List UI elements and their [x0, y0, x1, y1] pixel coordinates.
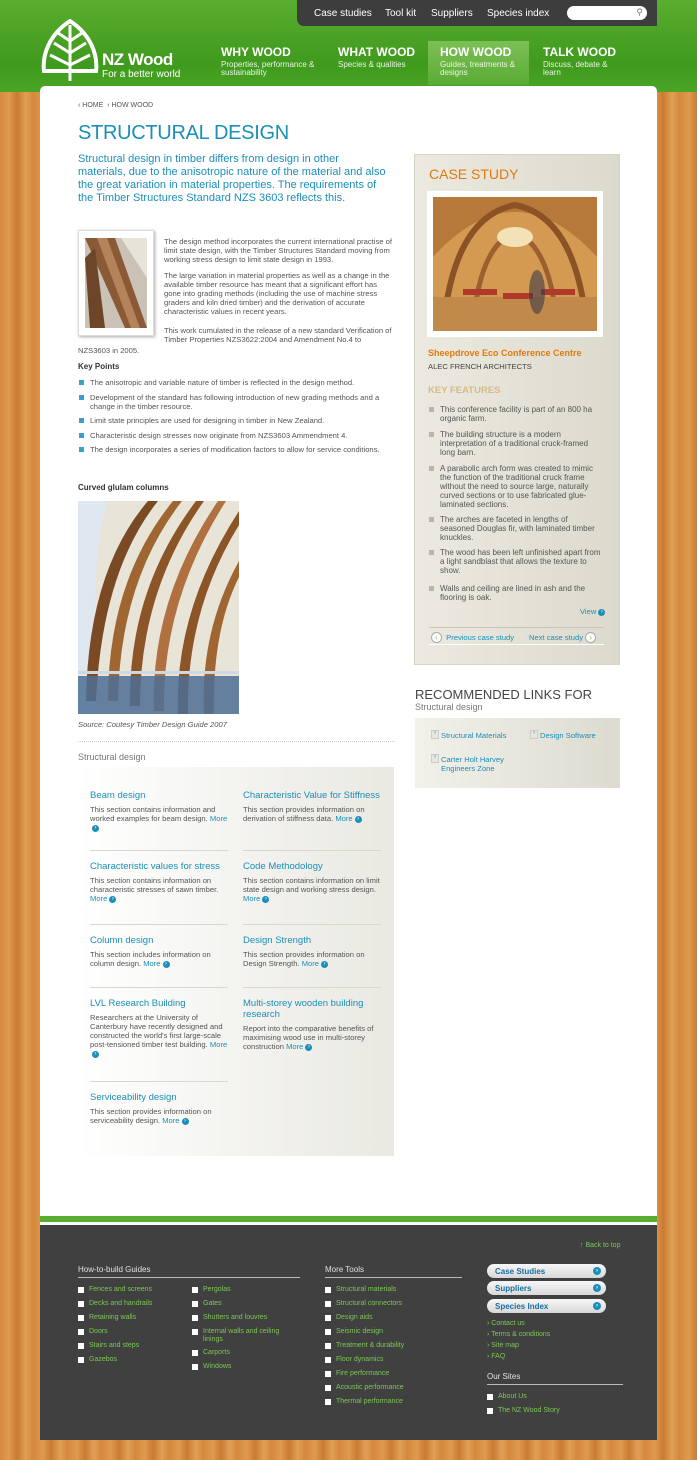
- search-input[interactable]: [567, 6, 647, 20]
- topic-card: [90, 1092, 230, 1125]
- next-case-study-link[interactable]: Next case study ›: [529, 632, 596, 643]
- footer-link[interactable]: Design aids: [325, 1314, 373, 1321]
- thumbnail-image: [85, 238, 147, 328]
- more-link[interactable]: More ›: [143, 959, 169, 968]
- nav-title: TALK WOOD: [543, 45, 617, 59]
- key-feature: A parabolic arch form was created to mimic the function of the traditional cruck frame without the need to source large, naturally curved sections or to use fabricated glue-laminated sections.: [428, 464, 604, 509]
- suppliers-button[interactable]: Suppliers ›: [487, 1281, 606, 1295]
- recommended-links-subtitle: Structural design: [415, 702, 483, 712]
- case-study-pager: [429, 627, 604, 645]
- arrow-right-icon: ›: [92, 1051, 99, 1058]
- nav-title: WHAT WOOD: [338, 45, 416, 59]
- breadcrumb-home[interactable]: HOME: [82, 102, 104, 109]
- key-feature: Walls and ceiling are lined in ash and the flooring is oak.: [428, 584, 604, 602]
- case-study-heading: CASE STUDY: [429, 166, 519, 182]
- topic-desc: This section contains information on characteristic stresses of sawn timber.: [90, 876, 219, 894]
- divider: [325, 1277, 462, 1278]
- key-features-title: KEY FEATURES: [428, 385, 501, 396]
- arrow-right-icon: ›: [262, 896, 269, 903]
- footer-link[interactable]: Decks and handrails: [78, 1300, 152, 1307]
- figure-source: Source: Coutesy Timber Design Guide 2007: [78, 720, 227, 729]
- key-feature: The building structure is a modern interpretation of a traditional cruck-framed long barn.: [428, 430, 604, 457]
- topic-link[interactable]: Serviceability design: [90, 1092, 177, 1103]
- divider: [90, 924, 228, 925]
- footer-link-terms[interactable]: › Terms & conditions: [487, 1331, 551, 1338]
- utility-bar: [297, 0, 657, 26]
- chevron-right-icon: ›: [585, 632, 596, 643]
- nav-title: WHY WOOD: [221, 45, 291, 59]
- footer-link-contact[interactable]: › Contact us: [487, 1320, 525, 1327]
- more-link[interactable]: More ›: [243, 894, 269, 903]
- species-index-button[interactable]: Species Index ›: [487, 1299, 606, 1313]
- footer-link[interactable]: Gates: [192, 1300, 222, 1307]
- divider: [243, 924, 381, 925]
- more-link[interactable]: More ›: [335, 814, 361, 823]
- topic-link[interactable]: Beam design: [90, 790, 146, 801]
- topic-desc: This section includes information on column design.: [90, 950, 211, 968]
- chevron-left-icon: ‹: [431, 632, 442, 643]
- key-point: Limit state principles are used for designing in timber in New Zealand.: [78, 416, 390, 425]
- footer-link[interactable]: Windows: [192, 1363, 231, 1370]
- footer-link[interactable]: Doors: [78, 1328, 108, 1335]
- recommended-link[interactable]: › Structural Materials: [431, 731, 511, 740]
- arrow-right-icon: ›: [593, 1267, 601, 1275]
- key-point: Characteristic design stresses now originate from NZS3603 Ammendment 4.: [78, 431, 390, 440]
- divider: [243, 987, 381, 988]
- footer-heading: Our Sites: [487, 1372, 521, 1381]
- wood-structure-thumbnail: [78, 230, 154, 336]
- recommended-link[interactable]: › Carter Holt Harvey Engineers Zone: [431, 755, 511, 773]
- recommended-link[interactable]: › Design Software: [530, 731, 610, 740]
- body-paragraph: NZS3603 in 2005.: [78, 346, 140, 355]
- topic-card: [90, 935, 230, 968]
- intro-text: Structural design in timber differs from design in other materials, due to the anisotropic nature of the material and also the great variation in material properties. The requirements of the Timber Structures Standard NZS 3603 reflects this.: [78, 153, 386, 204]
- footer-link[interactable]: Internal walls and ceiling linings: [192, 1328, 292, 1344]
- key-point: The anisotropic and variable nature of timber is reflected in the design method.: [78, 378, 390, 387]
- more-link[interactable]: More ›: [90, 894, 116, 903]
- divider: [487, 1384, 623, 1385]
- key-feature: The wood has been left unfinished apart from a light sandblast that allows the texture to show.: [428, 548, 604, 575]
- key-point: The design incorporates a series of modification factors to allow for service conditions.: [78, 445, 390, 454]
- nav-subtitle: Discuss, debate & learn: [543, 60, 608, 77]
- topbar-link-suppliers[interactable]: Suppliers: [431, 8, 473, 19]
- breadcrumb-how-wood[interactable]: HOW WOOD: [111, 102, 154, 109]
- arrow-right-icon: ›: [598, 609, 605, 616]
- topic-desc: This section provides information on serviceability design.: [90, 1107, 212, 1125]
- nav-title: HOW WOOD: [440, 45, 512, 59]
- footer-link[interactable]: Pergolas: [192, 1286, 231, 1293]
- topbar-link-tool-kit[interactable]: Tool kit: [385, 8, 417, 19]
- nav-subtitle: Guides, treatments & designs: [440, 60, 516, 77]
- topic-card: [243, 790, 383, 823]
- arrow-right-icon: ›: [305, 1044, 312, 1051]
- key-feature: This conference facility is part of an 800 ha organic farm.: [428, 405, 604, 423]
- topic-desc: This section provides information on derivation of stiffness data.: [243, 805, 365, 823]
- topic-desc: Report into the comparative benefits of maximising wood use in multi-storey construction: [243, 1024, 374, 1051]
- case-study-architect: ALEC FRENCH ARCHITECTS: [428, 362, 532, 371]
- more-link[interactable]: More›: [90, 1040, 227, 1058]
- nav-talk-wood[interactable]: [543, 43, 623, 85]
- nav-what-wood[interactable]: [338, 43, 418, 85]
- footer-link[interactable]: Floor dynamics: [325, 1356, 383, 1363]
- topic-link[interactable]: Characteristic Value for Stiffness: [243, 790, 380, 801]
- logo[interactable]: [40, 19, 190, 83]
- divider: [90, 987, 228, 988]
- topbar-link-case-studies[interactable]: Case studies: [314, 8, 372, 19]
- topic-grid: [78, 767, 394, 1156]
- footer-link[interactable]: Structural connectors: [325, 1300, 402, 1307]
- key-feature: The arches are faceted in lengths of seasoned Douglas fir, with laminated timber knuckles.: [428, 515, 604, 542]
- footer-link-faq[interactable]: › FAQ: [487, 1353, 506, 1360]
- case-study-panel: [414, 154, 620, 665]
- more-link[interactable]: More›: [90, 814, 227, 832]
- footer-link-sitemap[interactable]: › Site map: [487, 1342, 519, 1349]
- topic-desc: This section contains information on limit state design and working stress design.: [243, 876, 380, 894]
- tree-logo-icon: [40, 19, 100, 83]
- topic-link[interactable]: Code Methodology: [243, 861, 323, 872]
- recommended-links-title: RECOMMENDED LINKS FOR: [415, 687, 592, 702]
- topic-link[interactable]: LVL Research Building: [90, 998, 186, 1009]
- case-study-image: [433, 197, 597, 331]
- case-study-name[interactable]: Sheepdrove Eco Conference Centre: [428, 348, 582, 358]
- topic-card: [90, 790, 230, 832]
- topic-card: [243, 935, 383, 968]
- arrow-right-icon: ›: [92, 825, 99, 832]
- section-heading: Structural design: [78, 741, 395, 762]
- previous-case-study-link[interactable]: ‹ Previous case study: [431, 632, 514, 643]
- body-paragraph: This work cumulated in the release of a new standard Verification of Timber Properties NZS3622:2004 and Amendment No.4 to: [164, 326, 392, 344]
- footer-link[interactable]: Retaining walls: [78, 1314, 136, 1321]
- topic-card: [243, 861, 383, 903]
- footer-link[interactable]: Carports: [192, 1349, 230, 1356]
- topbar-link-species-index[interactable]: Species index: [487, 8, 550, 19]
- main-content: [40, 86, 657, 1217]
- footer-link[interactable]: Gazebos: [78, 1356, 117, 1363]
- nav-how-wood[interactable]: [440, 43, 525, 85]
- topic-desc: This section contains information and worked examples for beam design.: [90, 805, 216, 823]
- footer-link[interactable]: The NZ Wood Story: [487, 1407, 560, 1414]
- key-points-title: Key Points: [78, 362, 120, 371]
- arrow-right-icon: ›: [182, 1118, 189, 1125]
- body-paragraph: The large variation in material properties as well as a change in the available timber resource has meant that a significant effort has gone into grading methods (including the use of machine stress graders and kiln dried timber) and the derivation of accurate characteristic values in recent years.: [164, 271, 390, 316]
- topic-desc: This section provides information on Design Strength.: [243, 950, 365, 968]
- topic-card: [243, 998, 383, 1051]
- divider: [243, 850, 381, 851]
- footer-link[interactable]: Fire performance: [325, 1370, 389, 1377]
- footer-link[interactable]: Thermal performance: [325, 1398, 403, 1405]
- more-link[interactable]: More ›: [162, 1116, 188, 1125]
- logo-tagline: For a better world: [102, 69, 181, 80]
- nav-subtitle: Species & qualities: [338, 60, 406, 69]
- breadcrumb-chevron-icon: ‹: [107, 102, 110, 109]
- footer-link[interactable]: Seismic design: [325, 1328, 383, 1335]
- footer-link[interactable]: Acoustic performance: [325, 1384, 404, 1391]
- breadcrumb: [78, 102, 153, 109]
- footer-heading: How-to-build Guides: [78, 1265, 151, 1274]
- more-link[interactable]: More ›: [286, 1042, 312, 1051]
- footer-link[interactable]: Fences and screens: [78, 1286, 152, 1293]
- nav-why-wood[interactable]: [221, 43, 325, 85]
- arrow-right-icon: ›: [163, 961, 170, 968]
- footer: [40, 1225, 657, 1440]
- divider: [78, 1277, 300, 1278]
- footer-link[interactable]: About Us: [487, 1393, 527, 1400]
- footer-link[interactable]: Stairs and steps: [78, 1342, 139, 1349]
- footer-link[interactable]: Shutters and louvres: [192, 1314, 267, 1321]
- page-title: STRUCTURAL DESIGN: [78, 122, 289, 144]
- topic-link[interactable]: Column design: [90, 935, 154, 946]
- footer-link[interactable]: Structural materials: [325, 1286, 396, 1293]
- footer-heading: More Tools: [325, 1265, 364, 1274]
- key-point: Development of the standard has following introduction of new grading methods and a change in the timber resource.: [78, 393, 390, 411]
- arrow-right-icon: ›: [593, 1284, 601, 1292]
- arrow-right-icon: ›: [321, 961, 328, 968]
- arrow-right-icon: ›: [109, 896, 116, 903]
- case-study-image-frame[interactable]: [427, 191, 603, 337]
- topic-link[interactable]: Multi-storey wooden building research: [243, 998, 364, 1020]
- arrow-right-icon: ›: [593, 1302, 601, 1310]
- logo-brand: NZ Wood: [102, 50, 173, 69]
- divider: [90, 1081, 228, 1082]
- arrow-right-icon: ›: [355, 816, 362, 823]
- topic-card: [90, 998, 230, 1058]
- footer-link[interactable]: Treatment & durability: [325, 1342, 404, 1349]
- figure-title: Curved glulam columns: [78, 483, 169, 492]
- breadcrumb-chevron-icon: ‹: [78, 102, 81, 109]
- topic-link[interactable]: Characteristic values for stress: [90, 861, 220, 872]
- view-link[interactable]: View ›: [580, 607, 605, 616]
- search-icon[interactable]: ⚲: [636, 7, 643, 17]
- recommended-links-box: [415, 718, 620, 788]
- body-paragraph: The design method incorporates the current international practise of limit state design, with the Timber Structures Standard moving from working stress design to limit state design in 1993.: [164, 237, 392, 264]
- back-to-top-link[interactable]: ↑ Back to top: [580, 1242, 621, 1249]
- topic-link[interactable]: Design Strength: [243, 935, 312, 946]
- case-studies-button[interactable]: Case Studies ›: [487, 1264, 606, 1278]
- glulam-columns-image: [78, 501, 239, 714]
- nav-subtitle: Properties, performance & sustainability: [221, 60, 315, 77]
- topic-desc: Researchers at the University of Canterbury have recently designed and constructed the world's first large-scale post-tensioned timber test building.: [90, 1013, 223, 1049]
- topic-card: [90, 861, 230, 903]
- divider: [90, 850, 228, 851]
- more-link[interactable]: More ›: [302, 959, 328, 968]
